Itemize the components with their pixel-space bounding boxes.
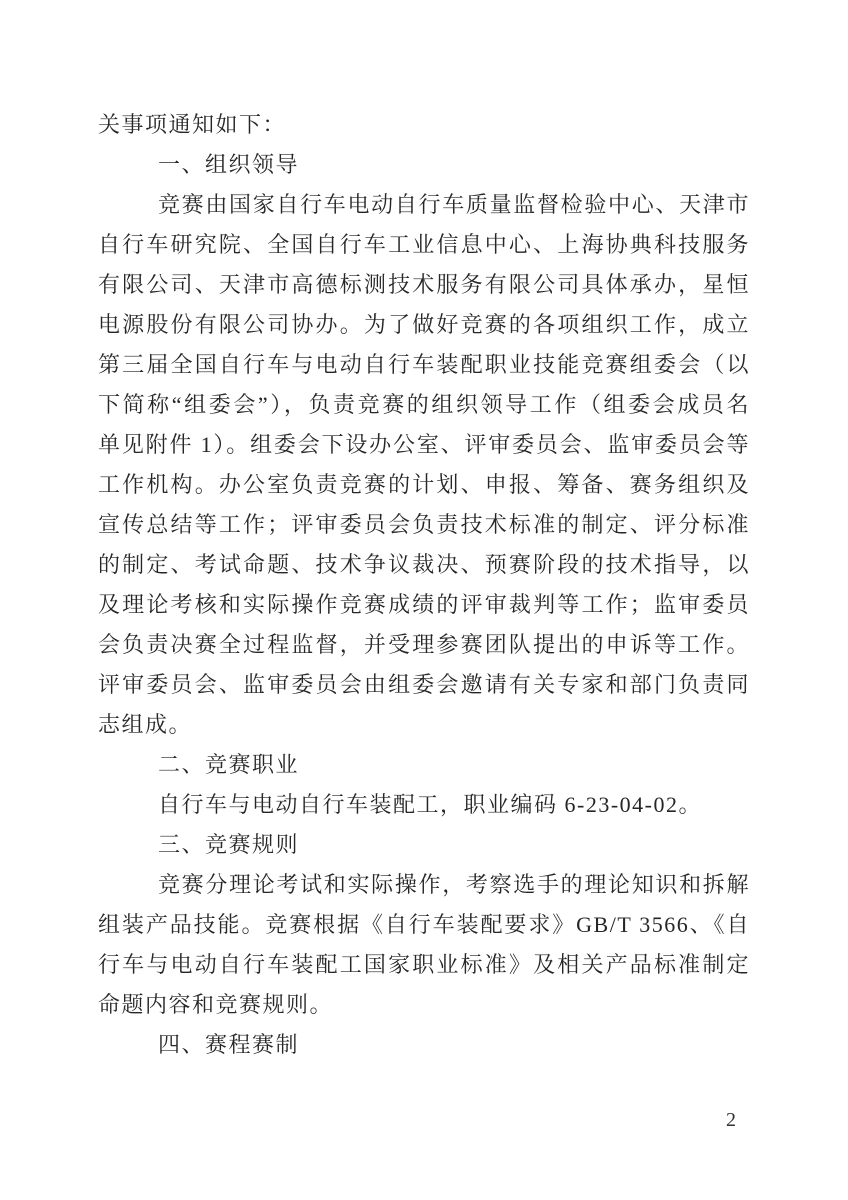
text-line: 工作机构。办公室负责竞赛的计划、申报、筹备、赛务组织及 [98, 472, 750, 497]
document-body [98, 105, 750, 1065]
text-line: 三、竞赛规则 [158, 832, 300, 857]
text-line: 命题内容和竞赛规则。 [98, 992, 334, 1017]
text-line: 志组成。 [98, 712, 193, 737]
text-line: 单见附件 1）。组委会下设办公室、评审委员会、监审委员会等 [98, 432, 750, 457]
text-line: 电源股份有限公司协办。为了做好竞赛的各项组织工作，成立 [98, 312, 750, 337]
text-line: 组装产品技能。竞赛根据《自行车装配要求》GB/T 3566、《自 [98, 912, 750, 937]
text-line: 有限公司、天津市高德标测技术服务有限公司具体承办，星恒 [98, 272, 750, 297]
text-line: 竞赛由国家自行车电动自行车质量监督检验中心、天津市 [158, 192, 750, 217]
text-line: 自行车研究院、全国自行车工业信息中心、上海协典科技服务 [98, 232, 750, 257]
text-line: 一、组织领导 [158, 152, 300, 177]
text-line: 二、竞赛职业 [158, 752, 300, 777]
text-line: 关事项通知如下： [98, 112, 287, 137]
text-line: 第三届全国自行车与电动自行车装配职业技能竞赛组委会（以 [98, 352, 750, 377]
page-number: 2 [726, 1109, 736, 1131]
text-line: 下简称“组委会”），负责竞赛的组织领导工作（组委会成员名 [98, 392, 750, 417]
text-line: 四、赛程赛制 [158, 1032, 300, 1057]
text-line: 行车与电动自行车装配工国家职业标准》及相关产品标准制定 [98, 952, 750, 977]
text-line: 的制定、考试命题、技术争议裁决、预赛阶段的技术指导，以 [98, 552, 750, 577]
text-line: 自行车与电动自行车装配工，职业编码 6-23-04-02。 [158, 792, 702, 817]
text-line: 及理论考核和实际操作竞赛成绩的评审裁判等工作；监审委员 [98, 592, 750, 617]
text-line: 会负责决赛全过程监督，并受理参赛团队提出的申诉等工作。 [98, 632, 750, 657]
text-line: 评审委员会、监审委员会由组委会邀请有关专家和部门负责同 [98, 672, 750, 697]
text-line: 竞赛分理论考试和实际操作，考察选手的理论知识和拆解 [158, 872, 750, 897]
text-line: 宣传总结等工作；评审委员会负责技术标准的制定、评分标准 [98, 512, 750, 537]
